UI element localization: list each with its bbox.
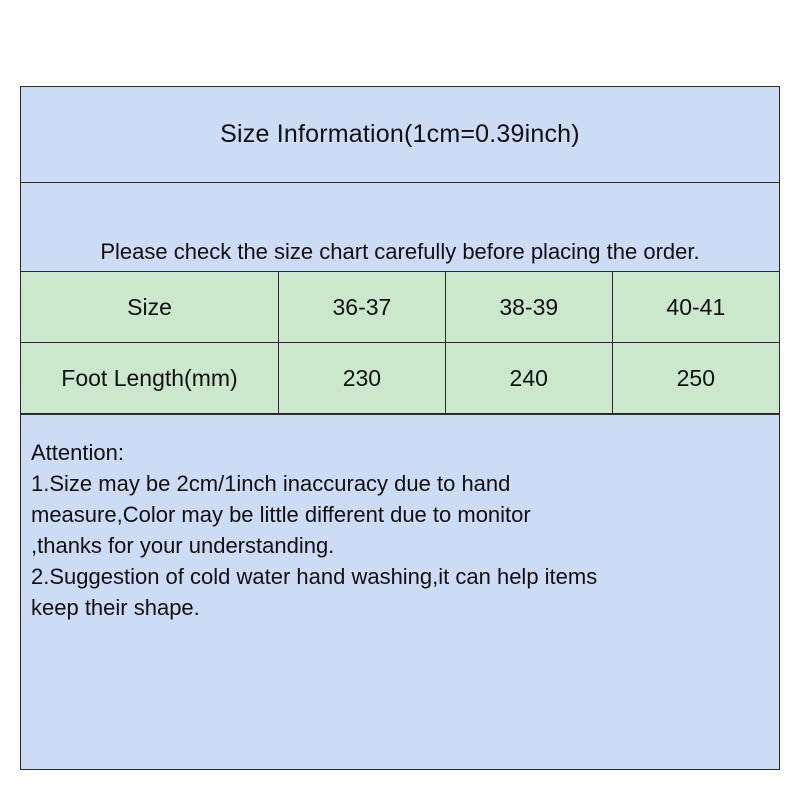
attention-line-2: measure,Color may be little different due to monitor bbox=[31, 502, 531, 527]
attention-block bbox=[21, 414, 779, 769]
cell-foot-length-2: 240 bbox=[445, 343, 612, 414]
size-chart-notice-row bbox=[21, 183, 779, 271]
attention-line-3: ,thanks for your understanding. bbox=[31, 533, 335, 558]
cell-foot-length-1: 230 bbox=[279, 343, 446, 414]
attention-line-5: keep their shape. bbox=[31, 595, 200, 620]
table-row bbox=[21, 343, 779, 414]
size-information-card bbox=[20, 86, 780, 770]
attention-line-1: 1.Size may be 2cm/1inch inaccuracy due to hand bbox=[31, 471, 511, 496]
cell-size-38-39: 38-39 bbox=[445, 272, 612, 343]
size-chart-notice: Please check the size chart carefully before placing the order. bbox=[100, 239, 700, 264]
cell-size-36-37: 36-37 bbox=[279, 272, 446, 343]
attention-heading: Attention: bbox=[31, 440, 124, 465]
table-row bbox=[21, 272, 779, 343]
size-chart-table bbox=[21, 271, 779, 414]
row-label-foot-length: Foot Length(mm) bbox=[21, 343, 279, 414]
cell-size-40-41: 40-41 bbox=[612, 272, 779, 343]
cell-foot-length-3: 250 bbox=[612, 343, 779, 414]
card-title-row bbox=[21, 87, 779, 183]
row-label-size: Size bbox=[21, 272, 279, 343]
page-title: Size Information(1cm=0.39inch) bbox=[220, 120, 580, 148]
attention-line-4: 2.Suggestion of cold water hand washing,it can help items bbox=[31, 564, 598, 589]
